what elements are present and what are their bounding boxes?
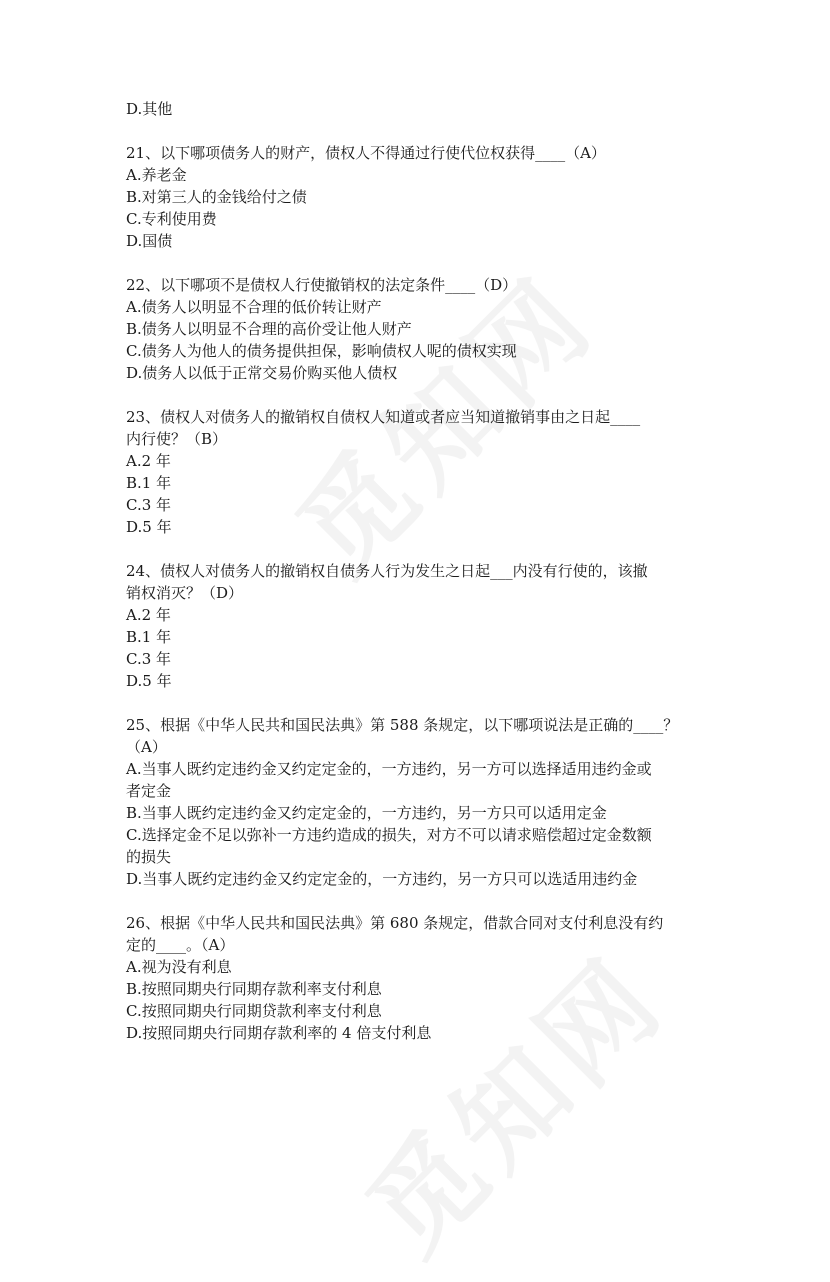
option-line: C.3 年: [126, 496, 172, 514]
option-line: D.当事人既约定违约金又约定定金的，一方违约，另一方只可以选适用违约金: [126, 870, 638, 888]
question-stem: 定的____。（A）: [126, 936, 235, 954]
option-line: D.国债: [126, 232, 173, 250]
option-line: A.债务人以明显不合理的低价转让财产: [126, 298, 382, 316]
option-line: D.按照同期央行同期存款利率的 4 倍支付利息: [126, 1024, 432, 1042]
question-stem: 26、根据《中华人民共和国民法典》第 680 条规定，借款合同对支付利息没有约: [126, 914, 664, 932]
question-stem: 内行使？（B）: [126, 430, 228, 448]
question-stem: （A）: [126, 738, 167, 756]
option-line: A.视为没有利息: [126, 958, 232, 976]
option-line: 者定金: [126, 782, 172, 800]
option-line: A.当事人既约定违约金又约定定金的，一方违约，另一方可以选择适用违约金或: [126, 760, 652, 778]
option-line: C.3 年: [126, 650, 172, 668]
option-line: D.5 年: [126, 518, 172, 536]
option-line: C.债务人为他人的债务提供担保，影响债权人呢的债权实现: [126, 342, 517, 360]
question-stem: 24、债权人对债务人的撤销权自债务人行为发生之日起___内没有行使的，该撤: [126, 562, 648, 580]
question-stem: 25、根据《中华人民共和国民法典》第 588 条规定，以下哪项说法是正确的____？: [126, 716, 679, 734]
question-22: [126, 274, 706, 384]
option-line: D.其他: [126, 100, 173, 118]
question-26: [126, 912, 706, 1044]
option-line: D.5 年: [126, 672, 172, 690]
question-21: [126, 142, 706, 252]
option-line: B.债务人以明显不合理的高价受让他人财产: [126, 320, 412, 338]
question-25: [126, 714, 706, 890]
question-list: [126, 98, 706, 1044]
question-stem: 23、债权人对债务人的撤销权自债权人知道或者应当知道撤销事由之日起____: [126, 408, 641, 426]
option-line: B.1 年: [126, 628, 172, 646]
question-23: [126, 406, 706, 538]
option-line: C.选择定金不足以弥补一方违约造成的损失，对方不可以请求赔偿超过定金数额: [126, 826, 652, 844]
question-stem: 22、以下哪项不是债权人行使撤销权的法定条件____（D）: [126, 276, 518, 294]
option-line: B.1 年: [126, 474, 172, 492]
option-line: B.按照同期央行同期存款利率支付利息: [126, 980, 382, 998]
question-stem: 21、以下哪项债务人的财产，债权人不得通过行使代位权获得____（A）: [126, 144, 606, 162]
option-line: A.2 年: [126, 606, 171, 624]
option-line: B.当事人既约定违约金又约定定金的，一方违约，另一方只可以适用定金: [126, 804, 607, 822]
option-line: C.专利使用费: [126, 210, 217, 228]
option-line: B.对第三人的金钱给付之债: [126, 188, 307, 206]
option-line: C.按照同期央行同期贷款利率支付利息: [126, 1002, 382, 1020]
option-line: A.养老金: [126, 166, 187, 184]
question-stem: 销权消灭？（D）: [126, 584, 244, 602]
option-line: D.债务人以低于正常交易价购买他人债权: [126, 364, 398, 382]
option-line: 的损失: [126, 848, 172, 866]
question-24: [126, 560, 706, 692]
option-line: A.2 年: [126, 452, 171, 470]
